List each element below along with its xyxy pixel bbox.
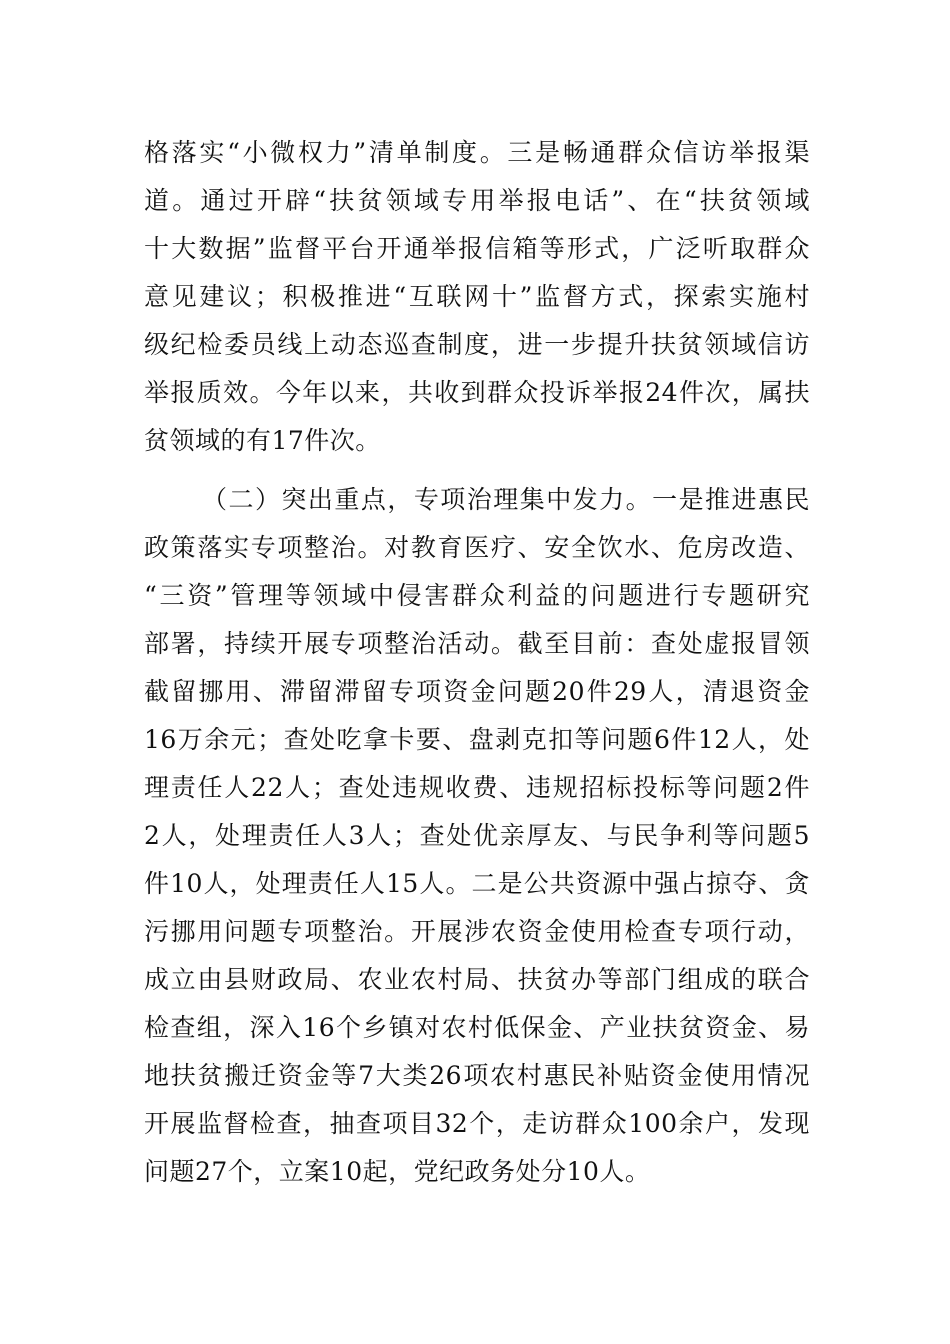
paragraph-2-line-9: 件10人，处理责任人15人。二是公共资源中强占掠夺、贪 (144, 869, 810, 898)
paragraph-2-line-7: 理责任人22人；查处违规收费、违规招标投标等问题2件 (144, 773, 810, 802)
paragraph-2-line-10: 污挪用问题专项整治。开展涉农资金使用检查专项行动， (144, 917, 810, 946)
paragraph-1-line-1: 格落实“小微权力”清单制度。三是畅通群众信访举报渠 (144, 138, 810, 167)
paragraph-2-line-11: 成立由县财政局、农业农村局、扶贫办等部门组成的联合 (144, 965, 810, 994)
paragraph-2-line-6: 16万余元；查处吃拿卡要、盘剥克扣等问题6件12人，处 (144, 725, 810, 754)
paragraph-1-line-2: 道。通过开辟“扶贫领域专用举报电话”、在“扶贫领域 (144, 186, 810, 215)
paragraph-2-line-13: 地扶贫搬迁资金等7大类26项农村惠民补贴资金使用情况 (144, 1061, 810, 1090)
paragraph-2-line-8: 2人，处理责任人3人；查处优亲厚友、与民争利等问题5 (144, 821, 810, 850)
paragraph-2-line-5: 截留挪用、滞留滞留专项资金问题20件29人，清退资金 (144, 677, 810, 706)
paragraph-2-line-14: 开展监督检查，抽查项目32个，走访群众100余户，发现 (144, 1109, 810, 1138)
paragraph-2-line-1: （二）突出重点，专项治理集中发力。一是推进惠民 (202, 485, 810, 514)
paragraph-1-line-7: 贫领域的有17件次。 (144, 426, 381, 455)
paragraph-2-line-15: 问题27个，立案10起，党纪政务处分10人。 (144, 1157, 651, 1186)
paragraph-2-line-4: 部署，持续开展专项整治活动。截至目前：查处虚报冒领 (144, 629, 810, 658)
paragraph-1-line-3: 十大数据”监督平台开通举报信箱等形式，广泛听取群众 (144, 234, 810, 263)
paragraph-1-line-5: 级纪检委员线上动态巡查制度，进一步提升扶贫领域信访 (144, 330, 810, 359)
paragraph-2-line-12: 检查组，深入16个乡镇对农村低保金、产业扶贫资金、易 (144, 1013, 810, 1042)
paragraph-1-line-4: 意见建议；积极推进“互联网十”监督方式，探索实施村 (144, 282, 810, 311)
paragraph-2-line-3: “三资”管理等领域中侵害群众利益的问题进行专题研究 (144, 581, 810, 610)
paragraph-2-line-2: 政策落实专项整治。对教育医疗、安全饮水、危房改造、 (144, 533, 810, 562)
paragraph-1-line-6: 举报质效。今年以来，共收到群众投诉举报24件次，属扶 (144, 378, 810, 407)
